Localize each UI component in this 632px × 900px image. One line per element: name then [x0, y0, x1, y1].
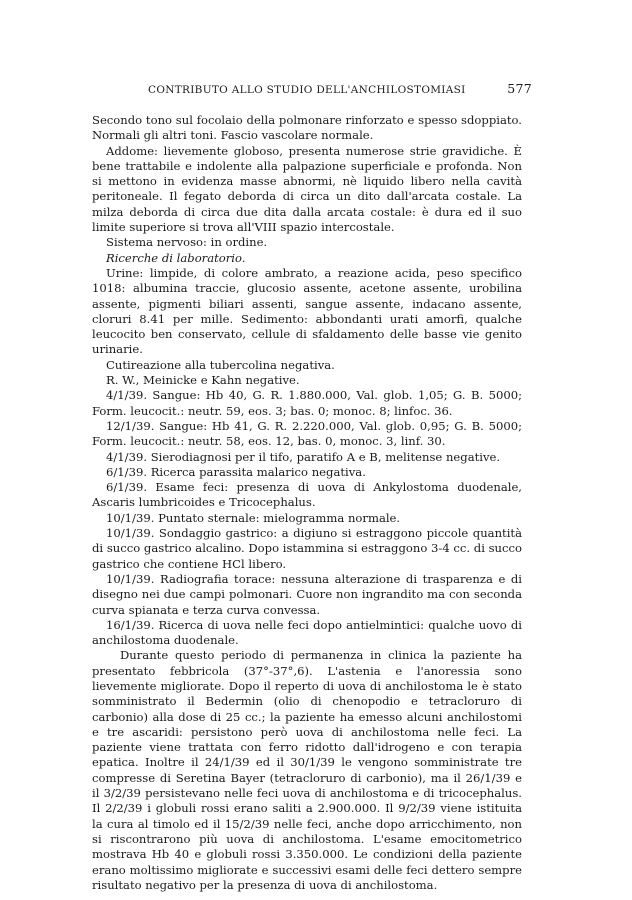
paragraph-sangue-12-1: 12/1/39. Sangue: Hb 41, G. R. 2.220.000, Val. glob. 0,95; G. B. 5000; Form. leucocit.: neutr. 58, eos. 12, bas. 0, monoc. 3, linf. 30.: [92, 418, 522, 449]
paragraph-esame-feci: 6/1/39. Esame feci: presenza di uova di Ankylostoma duodenale, Ascaris lumbricoides e Tricocephalus.: [92, 480, 522, 510]
paragraph-sistema-nervoso: Sistema nervoso: in ordine.: [106, 235, 268, 250]
paragraph-sierodiagnosi: 4/1/39. Sierodiagnosi per il tifo, paratifo A e B, melitense negative.: [106, 449, 501, 464]
paragraph-rw: R. W., Meinicke e Kahn negative.: [106, 373, 300, 388]
paragraph-sondaggio-gastrico: 10/1/39. Sondaggio gastrico: a digiuno si estraggono piccole quantità di succo gastrico alcalino. Dopo istammina si estraggono 3-4 cc. di succo gastrico che contiene HCl libero.: [92, 526, 522, 571]
paragraph-decorso-clinico: Durante questo periodo di permanenza in clinica la paziente ha presentato febbricola (37°-37°,6). L'astenia e l'anoressia sono lievemente migliorate. Dopo il reperto di uova di anchilostoma le è stato somministrato il Bedermin (olio di chenopodio e tetracloruro di carbonio) alla dose di 25 cc.; la paziente ha emesso alcuni anchilostomi e tre ascaridi: persistono però uova di anchilostoma nelle feci. La paziente viene trattata con ferro ridotto dall'idrogeno e con terapia epatica. Inoltre il 24/1/39 ed il 30/1/39 le vengono somministrate tre compresse di Seretina Bayer (tetracloruro di carbonio), ma il 26/1/39 e il 3/2/39 persistevano nelle feci uova di anchilostoma e di tricocephalus. Il 2/2/39 i globuli rossi erano saliti a 2.900.000. Il 9/2/39 viene istituita la cura al timolo ed il 15/2/39 nelle feci, anche dopo arricchimento, non si riscontrarono più uova di anchilostoma. L'esame emocitometrico mostrava Hb 40 e globuli rossi 3.350.000. Le condizioni della paziente erano moltissimo migliorate e successivi esami delle feci dettero sempre risultato negativo per la presenza di uova di anchilostoma.: [92, 648, 522, 892]
paragraph-cutireazione: Cutireazione alla tubercolina negativa.: [106, 357, 335, 372]
paragraph-sangue-4-1: 4/1/39. Sangue: Hb 40, G. R. 1.880.000, Val. glob. 1,05; G. B. 5000; Form. leucocit.: neutr. 59, eos. 3; bas. 0; monoc. 8; linfoc. 36.: [92, 388, 522, 418]
paragraph-radiografia: 10/1/39. Radiografia torace: nessuna alterazione di trasparenza e di disegno nei due campi polmonari. Cuore non ingrandito ma con seconda curva spianata e terza curva convessa.: [92, 571, 522, 617]
page-header: [80, 80, 532, 100]
page-number: 577: [507, 81, 532, 96]
paragraph-ricerca-uova: 16/1/39. Ricerca di uova nelle feci dopo antielmintici: qualche uovo di anchilostoma duodenale.: [92, 617, 522, 648]
section-heading-ricerche: Ricerche di laboratorio.: [106, 250, 246, 265]
paragraph-parassita-malarico: 6/1/39. Ricerca parassita malarico negativa.: [106, 464, 366, 479]
body-text: [92, 113, 522, 893]
paragraph-urine: Urine: limpide, di colore ambrato, a reazione acida, peso specifico 1018: albumina traccie, glucosio assente, acetone assente, urobilina assente, pigmenti biliari assenti, sangue assente, indacano assente, cloruri 8.41 per mille. Sedimento: abbondanti urati amorfi, qualche leucocito ben conservato, cellule di sfaldamento delle basse vie genito urinarie.: [92, 265, 522, 357]
paragraph-cardiac-tones: Secondo tono sul focolaio della polmonare rinforzato e spesso sdoppiato. Normali gli altri toni. Fascio vascolare normale.: [92, 113, 522, 143]
paragraph-addome: Addome: lievemente globoso, presenta numerose strie gravidiche. È bene trattabile e indolente alla palpazione superficiale e profonda. Non si mettono in evidenza masse abnormi, nè liquido libero nella cavità peritoneale. Il fegato deborda di circa un dito dall'arcata costale. La milza deborda di circa due dita dalla arcata costale: è dura ed il suo limite superiore si trova all'VIII spazio intercostale.: [92, 143, 522, 235]
running-title: CONTRIBUTO ALLO STUDIO DELL'ANCHILOSTOMIASI: [148, 84, 466, 96]
paragraph-puntato-sternale: 10/1/39. Puntato sternale: mielogramma normale.: [106, 510, 401, 525]
